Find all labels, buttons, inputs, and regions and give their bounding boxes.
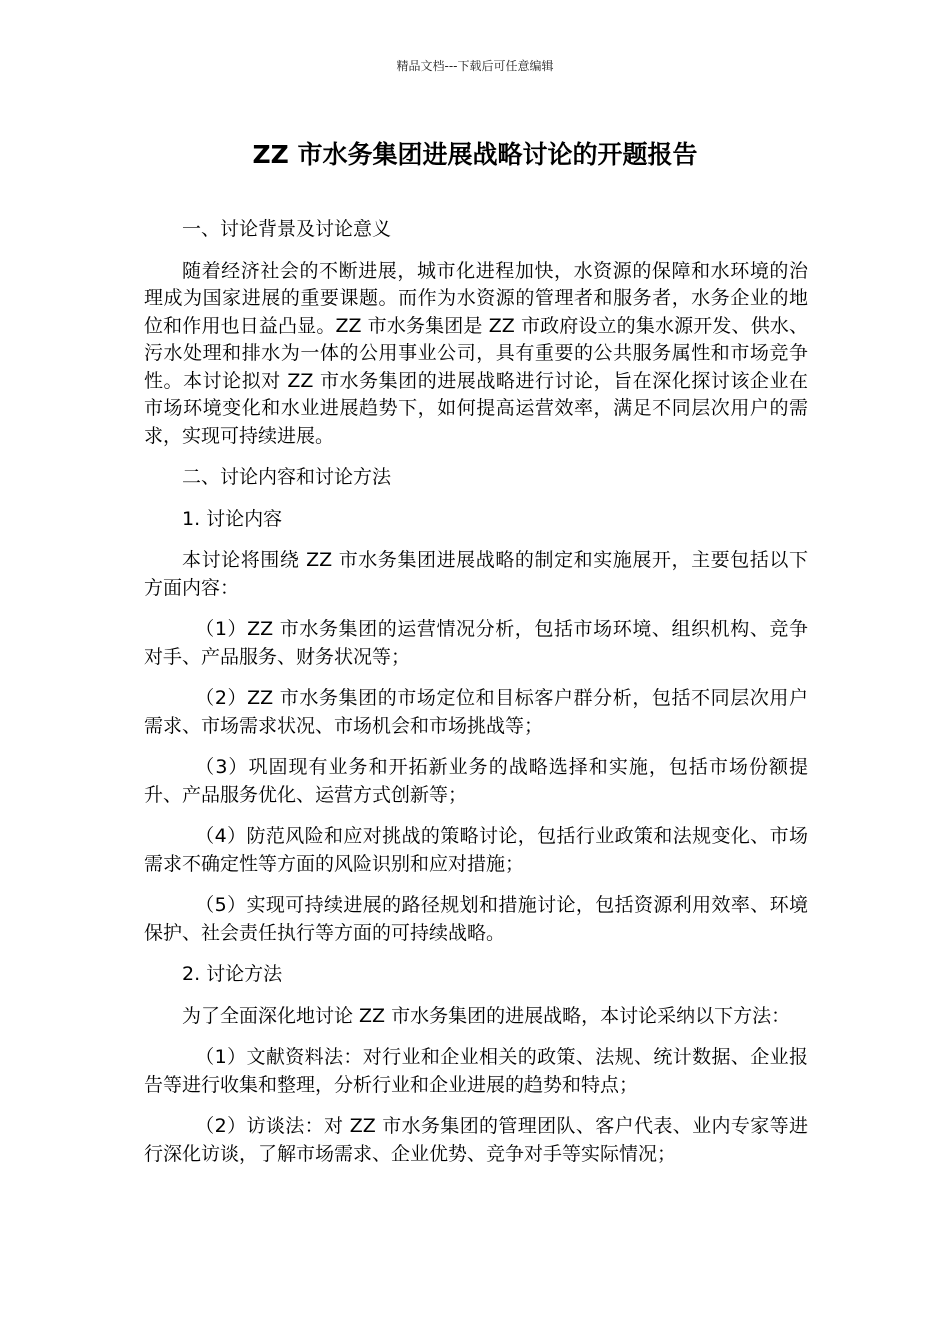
method-intro-paragraph: 为了全面深化地讨论 ZZ 市水务集团的进展战略，本讨论采纳以下方法：: [182, 1004, 791, 1027]
content-intro-paragraph: 本讨论将围绕 ZZ 市水务集团进展战略的制定和实施展开，主要包括以下方面内容：: [144, 549, 808, 599]
content-list-item: （3）巩固现有业务和开拓新业务的战略选择和实施，包括市场份额提升、产品服务优化、运营方式创新等；: [144, 756, 808, 806]
method-list-item: （2）访谈法：对 ZZ 市水务集团的管理团队、客户代表、业内专家等进行深化访谈，了解市场需求、企业优势、竞争对手等实际情况；: [144, 1115, 808, 1165]
subsection-heading-method: 2. 讨论方法: [182, 963, 283, 985]
header-note: 精品文档---下载后可任意编辑: [396, 59, 554, 73]
method-list-item: （1）文献资料法：对行业和企业相关的政策、法规、统计数据、企业报告等进行收集和整理，分析行业和企业进展的趋势和特点；: [144, 1046, 808, 1096]
content-list-item: （5）实现可持续进展的路径规划和措施讨论，包括资源利用效率、环境保护、社会责任执行等方面的可持续战略。: [144, 894, 808, 944]
subsection-heading-content: 1. 讨论内容: [182, 507, 283, 530]
content-list-item: （1）ZZ 市水务集团的运营情况分析，包括市场环境、组织机构、竞争对手、产品服务、财务状况等；: [144, 618, 808, 668]
document-body: [144, 216, 808, 1182]
section-heading-content-method: 二、讨论内容和讨论方法: [182, 466, 392, 488]
content-list-item: （4）防范风险和应对挑战的策略讨论，包括行业政策和法规变化、市场需求不确定性等方面的风险识别和应对措施；: [144, 825, 808, 875]
document-title: ZZ 市水务集团进展战略讨论的开题报告: [252, 140, 698, 169]
content-list-item: （2）ZZ 市水务集团的市场定位和目标客户群分析，包括不同层次用户需求、市场需求状况、市场机会和市场挑战等；: [144, 687, 808, 737]
section-heading-background: 一、讨论背景及讨论意义: [182, 218, 392, 240]
background-paragraph: 随着经济社会的不断进展，城市化进程加快，水资源的保障和水环境的治理成为国家进展的重要课题。而作为水资源的管理者和服务者，水务企业的地位和作用也日益凸显。ZZ 市水务集团是 ZZ 市政府设立的集水源开发、供水、污水处理和排水为一体的公用事业公司，具有重要的公共服务属性和市场竞争性。本讨论拟对 ZZ 市水务集团的进展战略进行讨论，旨在深化探讨该企业在市场环境变化和水业进展趋势下，如何提高运营效率，满足不同层次用户的需求，实现可持续进展。: [144, 259, 808, 447]
